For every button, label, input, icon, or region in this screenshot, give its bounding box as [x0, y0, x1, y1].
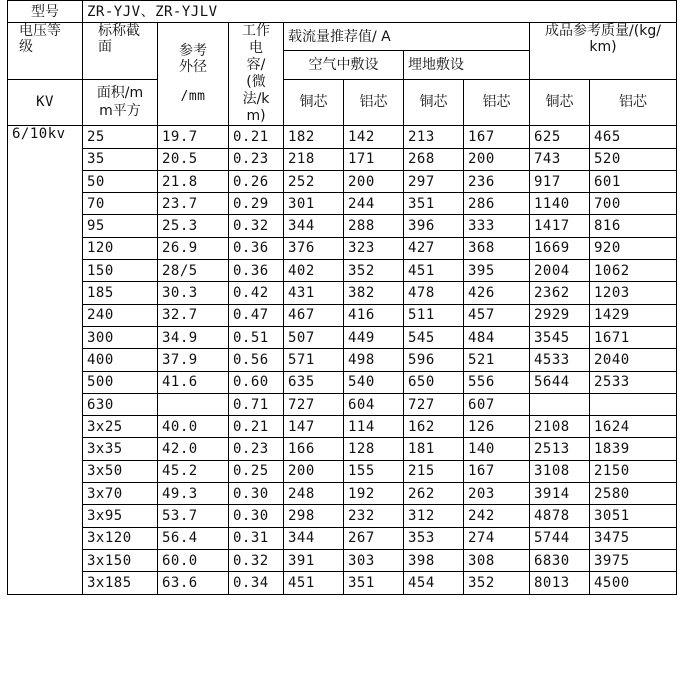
table-cell: 0.47 [229, 304, 284, 326]
air-laying-header: 空气中敷设 [284, 51, 404, 79]
buried-laying-header: 埋地敷设 [404, 51, 530, 79]
table-row [8, 527, 677, 549]
cross-section-header: 标称截面 [83, 23, 158, 79]
table-cell: 630 [83, 393, 158, 415]
table-cell: 2513 [530, 438, 590, 460]
table-cell: 625 [530, 126, 590, 148]
table-cell: 816 [590, 215, 677, 237]
table-cell: 128 [344, 438, 404, 460]
table-cell: 0.26 [229, 170, 284, 192]
weight-header: 成品参考质量/(kg/km) [530, 23, 677, 79]
table-cell: 21.8 [158, 170, 229, 192]
table-cell: 4500 [590, 572, 677, 594]
table-cell: 1839 [590, 438, 677, 460]
table-cell: 2362 [530, 282, 590, 304]
ref-diameter-header: 参考外径 /mm [158, 23, 229, 126]
table-row [8, 260, 677, 282]
table-cell: 2580 [590, 483, 677, 505]
table-cell: 166 [284, 438, 344, 460]
table-cell: 4533 [530, 349, 590, 371]
table-cell: 0.31 [229, 527, 284, 549]
table-cell: 571 [284, 349, 344, 371]
table-cell: 395 [464, 260, 530, 282]
table-cell: 451 [284, 572, 344, 594]
table-cell: 396 [404, 215, 464, 237]
table-cell: 297 [404, 170, 464, 192]
table-cell: 323 [344, 237, 404, 259]
table-cell [530, 393, 590, 415]
table-cell: 3x35 [83, 438, 158, 460]
table-cell: 3914 [530, 483, 590, 505]
table-cell: 70 [83, 193, 158, 215]
table-cell: 2533 [590, 371, 677, 393]
table-cell [590, 393, 677, 415]
table-cell: 3x185 [83, 572, 158, 594]
table-cell: 142 [344, 126, 404, 148]
table-cell: 743 [530, 148, 590, 170]
table-cell: 727 [284, 393, 344, 415]
table-row [8, 371, 677, 393]
table-cell: 53.7 [158, 505, 229, 527]
table-cell: 200 [344, 170, 404, 192]
table-cell: 167 [464, 460, 530, 482]
buried-copper-header: 铜芯 [404, 79, 464, 126]
table-cell: 0.36 [229, 260, 284, 282]
capacitance-header: 工作电容/(微法/km) [229, 23, 284, 126]
table-cell: 917 [530, 170, 590, 192]
table-cell: 5644 [530, 371, 590, 393]
table-cell: 32.7 [158, 304, 229, 326]
table-cell: 274 [464, 527, 530, 549]
table-row [8, 416, 677, 438]
table-cell: 521 [464, 349, 530, 371]
table-cell: 0.23 [229, 148, 284, 170]
table-row [8, 326, 677, 348]
table-cell: 0.25 [229, 460, 284, 482]
table-cell: 155 [344, 460, 404, 482]
table-cell: 63.6 [158, 572, 229, 594]
table-cell: 3x150 [83, 549, 158, 571]
table-cell: 498 [344, 349, 404, 371]
table-cell: 2929 [530, 304, 590, 326]
table-cell: 2004 [530, 260, 590, 282]
table-row [8, 460, 677, 482]
table-cell: 607 [464, 393, 530, 415]
table-cell: 171 [344, 148, 404, 170]
table-cell: 416 [344, 304, 404, 326]
table-cell: 1062 [590, 260, 677, 282]
table-cell: 727 [404, 393, 464, 415]
table-cell: 3475 [590, 527, 677, 549]
table-cell: 60.0 [158, 549, 229, 571]
table-cell: 457 [464, 304, 530, 326]
table-cell: 1624 [590, 416, 677, 438]
table-cell: 635 [284, 371, 344, 393]
weight-aluminum-header: 铝芯 [590, 79, 677, 126]
table-cell: 3975 [590, 549, 677, 571]
table-cell: 0.32 [229, 215, 284, 237]
table-cell: 30.3 [158, 282, 229, 304]
table-cell: 0.23 [229, 438, 284, 460]
table-cell: 6830 [530, 549, 590, 571]
model-label: 型号 [8, 1, 83, 23]
table-cell: 3x120 [83, 527, 158, 549]
table-cell: 427 [404, 237, 464, 259]
table-cell: 28/5 [158, 260, 229, 282]
table-cell: 344 [284, 215, 344, 237]
table-cell: 2040 [590, 349, 677, 371]
buried-aluminum-header: 铝芯 [464, 79, 530, 126]
ref-diameter-unit: /mm [180, 89, 206, 105]
table-cell: 596 [404, 349, 464, 371]
table-cell: 147 [284, 416, 344, 438]
table-cell: 25.3 [158, 215, 229, 237]
table-cell: 286 [464, 193, 530, 215]
table-row [8, 349, 677, 371]
table-cell: 478 [404, 282, 464, 304]
table-row [8, 393, 677, 415]
table-row [8, 126, 677, 148]
model-row [8, 1, 677, 23]
table-cell: 95 [83, 215, 158, 237]
table-cell: 376 [284, 237, 344, 259]
table-row [8, 505, 677, 527]
table-cell: 181 [404, 438, 464, 460]
table-cell: 26.9 [158, 237, 229, 259]
table-cell: 308 [464, 549, 530, 571]
table-cell: 344 [284, 527, 344, 549]
table-cell: 391 [284, 549, 344, 571]
table-cell: 19.7 [158, 126, 229, 148]
table-cell: 3x70 [83, 483, 158, 505]
table-cell: 56.4 [158, 527, 229, 549]
table-cell: 240 [83, 304, 158, 326]
table-cell: 0.51 [229, 326, 284, 348]
table-cell: 192 [344, 483, 404, 505]
table-cell: 45.2 [158, 460, 229, 482]
table-cell: 3x25 [83, 416, 158, 438]
table-cell: 200 [284, 460, 344, 482]
table-cell: 203 [464, 483, 530, 505]
table-cell: 301 [284, 193, 344, 215]
table-cell: 288 [344, 215, 404, 237]
table-cell: 351 [344, 572, 404, 594]
table-cell: 215 [404, 460, 464, 482]
table-cell: 218 [284, 148, 344, 170]
header-row-1 [8, 23, 677, 51]
table-cell: 604 [344, 393, 404, 415]
table-cell: 35 [83, 148, 158, 170]
table-cell: 540 [344, 371, 404, 393]
table-cell: 431 [284, 282, 344, 304]
table-cell: 40.0 [158, 416, 229, 438]
table-cell: 114 [344, 416, 404, 438]
cross-section-unit: 面积/mm平方 [83, 79, 158, 126]
header-row-3 [8, 79, 677, 126]
table-cell: 20.5 [158, 148, 229, 170]
table-cell: 0.30 [229, 483, 284, 505]
table-cell: 140 [464, 438, 530, 460]
table-cell: 601 [590, 170, 677, 192]
table-cell: 556 [464, 371, 530, 393]
table-cell: 150 [83, 260, 158, 282]
table-cell: 162 [404, 416, 464, 438]
table-cell: 398 [404, 549, 464, 571]
table-cell: 402 [284, 260, 344, 282]
table-cell: 1140 [530, 193, 590, 215]
table-cell: 126 [464, 416, 530, 438]
table-cell: 507 [284, 326, 344, 348]
table-cell: 0.71 [229, 393, 284, 415]
voltage-unit: KV [8, 79, 83, 126]
table-cell: 1203 [590, 282, 677, 304]
table-cell: 352 [344, 260, 404, 282]
voltage-class-header: 电压等级 [8, 23, 83, 79]
table-cell: 454 [404, 572, 464, 594]
table-cell: 232 [344, 505, 404, 527]
table-cell: 312 [404, 505, 464, 527]
table-cell: 3x50 [83, 460, 158, 482]
table-cell: 426 [464, 282, 530, 304]
table-cell: 0.42 [229, 282, 284, 304]
table-cell: 248 [284, 483, 344, 505]
table-cell: 2150 [590, 460, 677, 482]
cable-spec-table [7, 0, 677, 595]
table-cell: 353 [404, 527, 464, 549]
table-cell: 303 [344, 549, 404, 571]
current-header: 载流量推荐值/ A [284, 23, 530, 51]
table-row [8, 483, 677, 505]
table-cell: 0.60 [229, 371, 284, 393]
table-cell: 182 [284, 126, 344, 148]
table-cell: 25 [83, 126, 158, 148]
table-cell: 400 [83, 349, 158, 371]
table-cell: 382 [344, 282, 404, 304]
table-cell: 185 [83, 282, 158, 304]
table-cell: 49.3 [158, 483, 229, 505]
table-cell: 4878 [530, 505, 590, 527]
table-cell: 267 [344, 527, 404, 549]
table-cell: 244 [344, 193, 404, 215]
table-cell: 484 [464, 326, 530, 348]
table-cell: 520 [590, 148, 677, 170]
table-cell: 0.21 [229, 416, 284, 438]
table-cell: 368 [464, 237, 530, 259]
table-cell: 352 [464, 572, 530, 594]
table-cell: 298 [284, 505, 344, 527]
table-cell: 500 [83, 371, 158, 393]
table-cell: 467 [284, 304, 344, 326]
table-cell: 252 [284, 170, 344, 192]
model-value: ZR-YJV、ZR-YJLV [83, 1, 677, 23]
table-cell: 213 [404, 126, 464, 148]
table-cell: 449 [344, 326, 404, 348]
table-cell: 268 [404, 148, 464, 170]
table-cell: 0.21 [229, 126, 284, 148]
table-row [8, 572, 677, 594]
table-cell: 511 [404, 304, 464, 326]
table-cell [158, 393, 229, 415]
table-cell: 3108 [530, 460, 590, 482]
table-cell: 42.0 [158, 438, 229, 460]
table-row [8, 170, 677, 192]
voltage-cell: 6/10kv [8, 126, 83, 594]
table-cell: 700 [590, 193, 677, 215]
table-cell: 200 [464, 148, 530, 170]
table-row [8, 148, 677, 170]
table-cell: 0.34 [229, 572, 284, 594]
table-cell: 3051 [590, 505, 677, 527]
table-cell: 333 [464, 215, 530, 237]
table-cell: 300 [83, 326, 158, 348]
table-cell: 37.9 [158, 349, 229, 371]
table-row [8, 549, 677, 571]
table-cell: 120 [83, 237, 158, 259]
table-cell: 545 [404, 326, 464, 348]
table-cell: 23.7 [158, 193, 229, 215]
table-cell: 1417 [530, 215, 590, 237]
table-row [8, 193, 677, 215]
table-cell: 1671 [590, 326, 677, 348]
table-cell: 262 [404, 483, 464, 505]
table-cell: 167 [464, 126, 530, 148]
table-cell: 41.6 [158, 371, 229, 393]
table-cell: 0.36 [229, 237, 284, 259]
table-cell: 3545 [530, 326, 590, 348]
table-cell: 0.56 [229, 349, 284, 371]
table-cell: 5744 [530, 527, 590, 549]
table-cell: 451 [404, 260, 464, 282]
air-aluminum-header: 铝芯 [344, 79, 404, 126]
table-cell: 0.30 [229, 505, 284, 527]
table-row [8, 304, 677, 326]
table-cell: 0.32 [229, 549, 284, 571]
table-cell: 34.9 [158, 326, 229, 348]
table-row [8, 438, 677, 460]
table-cell: 242 [464, 505, 530, 527]
table-cell: 351 [404, 193, 464, 215]
table-row [8, 237, 677, 259]
table-cell: 1669 [530, 237, 590, 259]
table-cell: 465 [590, 126, 677, 148]
table-cell: 0.29 [229, 193, 284, 215]
weight-copper-header: 铜芯 [530, 79, 590, 126]
table-cell: 8013 [530, 572, 590, 594]
table-cell: 3x95 [83, 505, 158, 527]
table-cell: 920 [590, 237, 677, 259]
air-copper-header: 铜芯 [284, 79, 344, 126]
table-cell: 1429 [590, 304, 677, 326]
table-row [8, 282, 677, 304]
table-cell: 236 [464, 170, 530, 192]
table-cell: 2108 [530, 416, 590, 438]
table-cell: 650 [404, 371, 464, 393]
table-row [8, 215, 677, 237]
table-cell: 50 [83, 170, 158, 192]
